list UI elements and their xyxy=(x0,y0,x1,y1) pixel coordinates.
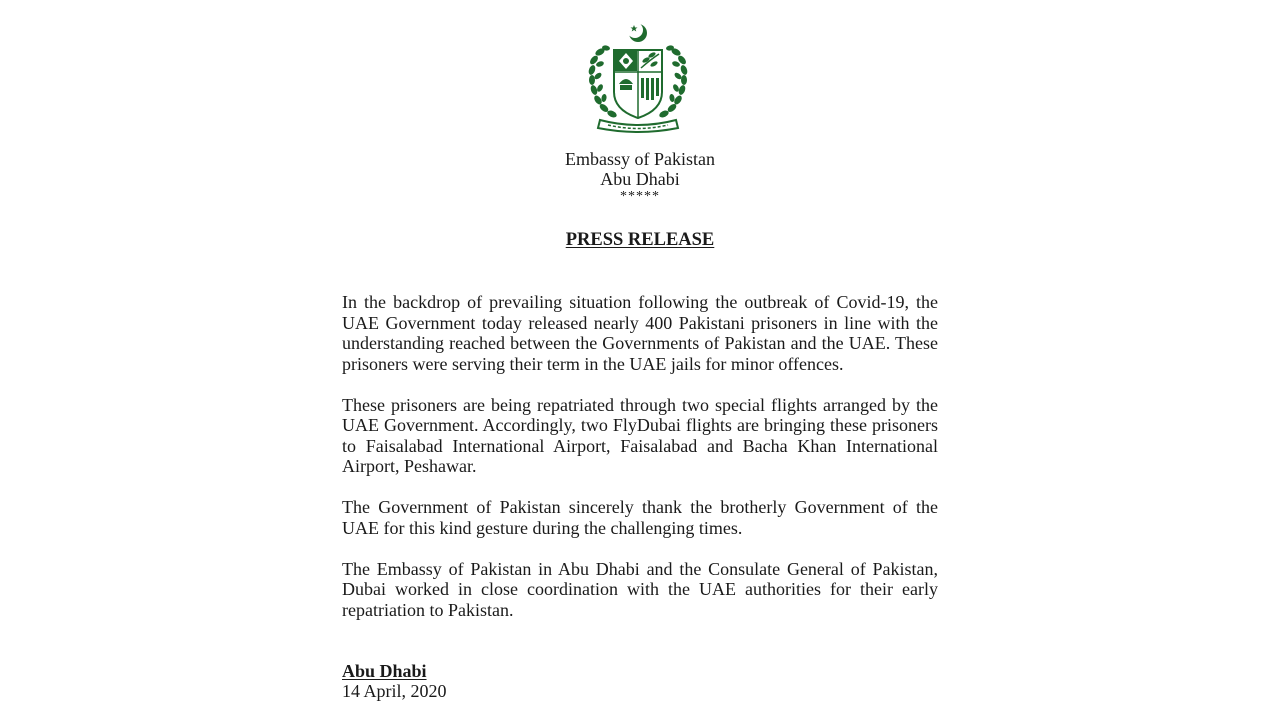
motto-scroll-icon xyxy=(598,120,678,132)
crescent-star-icon xyxy=(627,22,647,42)
organization-name: Embassy of Pakistan xyxy=(565,149,715,169)
shield-icon xyxy=(614,50,662,118)
body-paragraph: In the backdrop of prevailing situation following the outbreak of Covid-19, the UAE Government today released nearly 400 Pakistani prisoners in line with the understanding reached between the Governments of Pakistan and the UAE. These prisoners were serving their term in the UAE jails for minor offences. xyxy=(342,292,938,374)
body-paragraph: These prisoners are being repatriated through two special flights arranged by the UAE Government. Accordingly, two FlyDubai flights are bringing these prisoners to Faisalabad International Airport, Faisalabad and Bacha Khan International Airport, Peshawar. xyxy=(342,394,938,476)
document-title: PRESS RELEASE xyxy=(565,230,715,250)
signoff-date: 14 April, 2020 xyxy=(342,681,447,701)
state-emblem-of-pakistan-icon xyxy=(586,22,690,134)
signoff-city: Abu Dhabi xyxy=(342,661,427,681)
header-separator: ***** xyxy=(620,189,660,204)
document-body xyxy=(342,292,938,641)
body-paragraph: The Government of Pakistan sincerely thank the brotherly Government of the UAE for this kind gesture during the challenging times. xyxy=(342,497,938,538)
organization-city: Abu Dhabi xyxy=(600,169,680,189)
body-paragraph: The Embassy of Pakistan in Abu Dhabi and the Consulate General of Pakistan, Dubai worked in close coordination with the UAE authorities for their early repatriation to Pakistan. xyxy=(342,558,938,620)
